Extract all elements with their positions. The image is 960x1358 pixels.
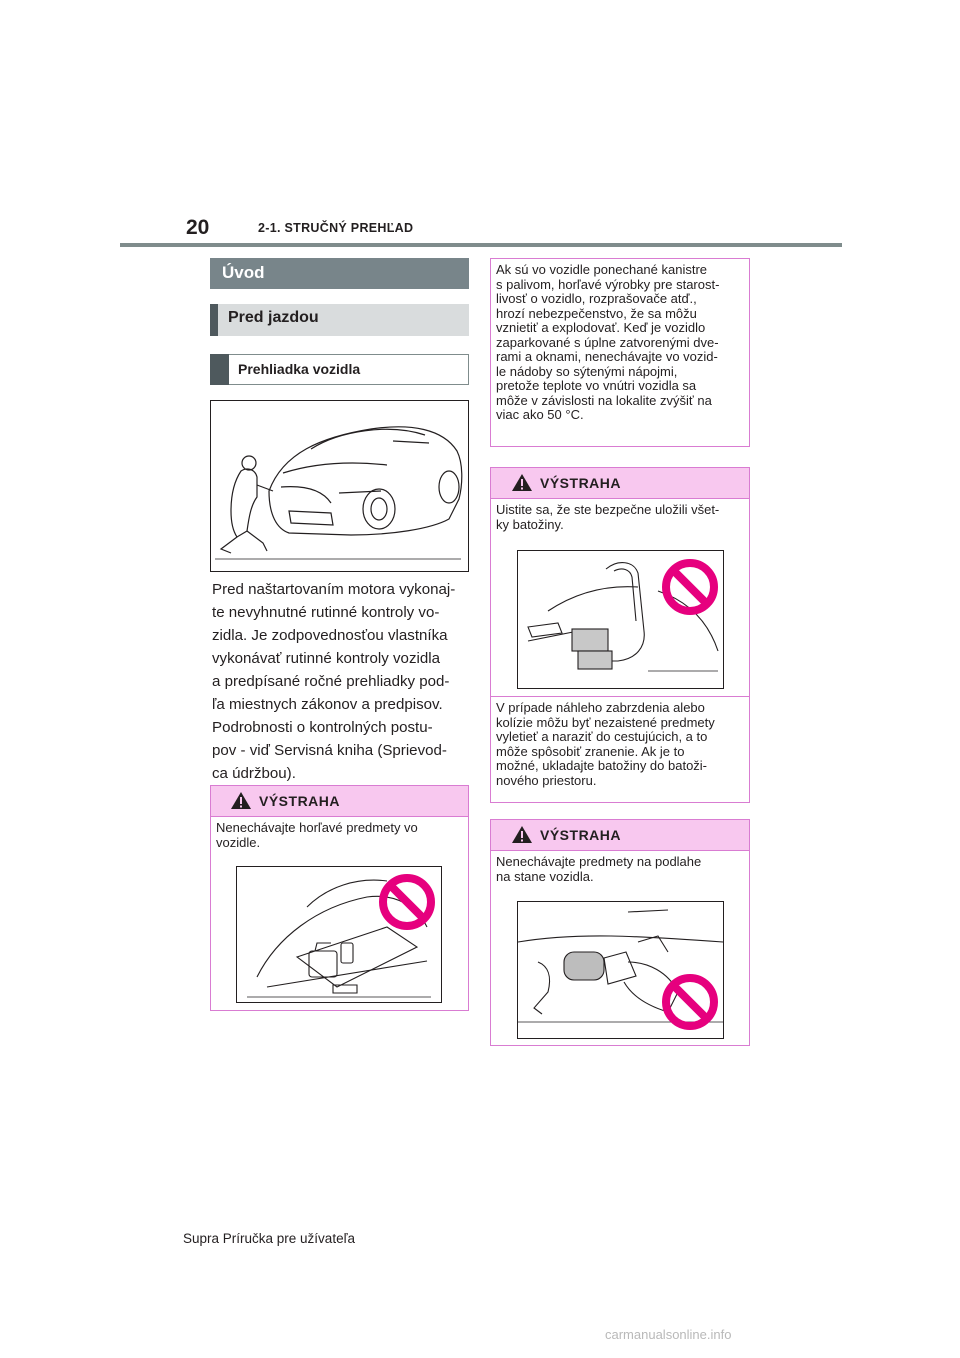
warning-header xyxy=(491,820,749,851)
warning-triangle-icon xyxy=(511,825,533,844)
warning-text xyxy=(211,817,468,850)
car-inspection-drawing xyxy=(211,401,468,571)
floor-drawing xyxy=(518,902,723,1038)
note-line: hrozí nebezpečenstvo, že sa môžu xyxy=(496,305,697,321)
note-line: le nádoby so sýtenými nápojmi, xyxy=(496,363,678,379)
note-line: vznietiť a explodovať. Keď je vozidlo xyxy=(496,320,706,335)
heading-uvod: Úvod xyxy=(210,258,469,289)
watermark: carmanualsonline.info xyxy=(605,1327,732,1342)
heading-pred-jazdou: Pred jazdou xyxy=(210,304,469,336)
heading-marker xyxy=(210,354,229,385)
warning-line: môže spôsobiť zranenie. Ak je to xyxy=(496,743,685,759)
body-line: Pred naštartovaním motora vykonaj- xyxy=(212,581,456,598)
warning-line: možné, ukladajte batožiny do batoži- xyxy=(496,758,708,773)
warning-box-luggage xyxy=(490,467,750,803)
note-line: livosť o vozidlo, rozprašovače atď., xyxy=(496,291,697,306)
car-inspection-illustration xyxy=(210,400,469,572)
warning-note xyxy=(491,697,720,788)
note-line: Ak sú vo vozidle ponechané kanistre xyxy=(496,262,708,277)
note-line: zaparkované s úplne zatvorenými dve- xyxy=(496,334,719,350)
note-line: môže v závislosti na lokalite zvýšiť na xyxy=(496,392,712,408)
warning-line: ky batožiny. xyxy=(496,516,564,532)
warning-box-flammable xyxy=(210,785,469,1011)
note-line: rami a oknami, nenechávajte vo vozid- xyxy=(496,349,718,364)
warning-line: kolízie môžu byť nezaistené predmety xyxy=(496,714,715,730)
heading-text: Prehliadka vozidla xyxy=(238,361,361,377)
warning-line: Nenechávajte horľavé predmety vo xyxy=(216,820,418,835)
note-line: pretože teplote vo vnútri vozidla sa xyxy=(496,378,697,393)
body-line: a predpísané ročné prehliadky pod- xyxy=(212,673,450,690)
warning-line: Uistite sa, že ste bezpečne uložili všet- xyxy=(496,502,720,517)
heading-prehliadka-vozidla xyxy=(210,354,469,385)
page-number: 20 xyxy=(186,216,210,239)
warning-title: VÝSTRAHA xyxy=(259,793,341,809)
warning-title: VÝSTRAHA xyxy=(540,827,622,843)
warning-box-floor xyxy=(490,819,750,1046)
body-line: ca údržbou). xyxy=(212,765,296,782)
body-text xyxy=(212,578,474,785)
body-line: vykonávať rutinné kontroly vozidla xyxy=(212,650,440,667)
warning-line: V prípade náhleho zabrzdenia alebo xyxy=(496,700,705,715)
body-line: pov - viď Servisná kniha (Sprievod- xyxy=(212,742,447,759)
header-rule xyxy=(120,243,842,247)
warning-line: nového priestoru. xyxy=(496,772,597,788)
prohibition-icon xyxy=(383,878,431,926)
trunk-drawing xyxy=(237,867,441,1002)
warning-line: Nenechávajte predmety na podlahe xyxy=(496,854,702,869)
seat-luggage-illustration xyxy=(517,550,724,689)
warning-line: na stane vozidla. xyxy=(496,868,594,884)
footer-title: Supra Príručka pre užívateľa xyxy=(183,1231,356,1246)
body-line: ľa miestnych zákonov a predpisov. xyxy=(212,696,443,713)
trunk-fuel-can-illustration xyxy=(236,866,442,1003)
warning-line: vozidle. xyxy=(216,834,261,850)
note-fuel-canisters xyxy=(490,258,750,447)
body-line: Podrobnosti o kontrolných postu- xyxy=(212,719,433,736)
warning-header xyxy=(211,786,468,817)
warning-header xyxy=(491,468,749,499)
warning-line: vyletieť a naraziť do cestujúcich, a to xyxy=(496,729,708,744)
chapter-title: 2-1. STRUČNÝ PREHĽAD xyxy=(258,221,414,235)
seat-drawing xyxy=(518,551,723,688)
body-line: te nevyhnutné rutinné kontroly vo- xyxy=(212,604,440,621)
prohibition-icon xyxy=(666,563,714,611)
warning-triangle-icon xyxy=(230,791,252,810)
note-line: s palivom, horľavé výrobky pre starost- xyxy=(496,276,720,292)
warning-text xyxy=(491,851,749,884)
body-line: zidla. Je zodpovednosťou vlastníka xyxy=(212,627,448,644)
note-line: viac ako 50 °C. xyxy=(496,407,584,422)
warning-title: VÝSTRAHA xyxy=(540,475,622,491)
warning-text xyxy=(491,499,749,532)
warning-triangle-icon xyxy=(511,473,533,492)
floor-object-illustration xyxy=(517,901,724,1039)
